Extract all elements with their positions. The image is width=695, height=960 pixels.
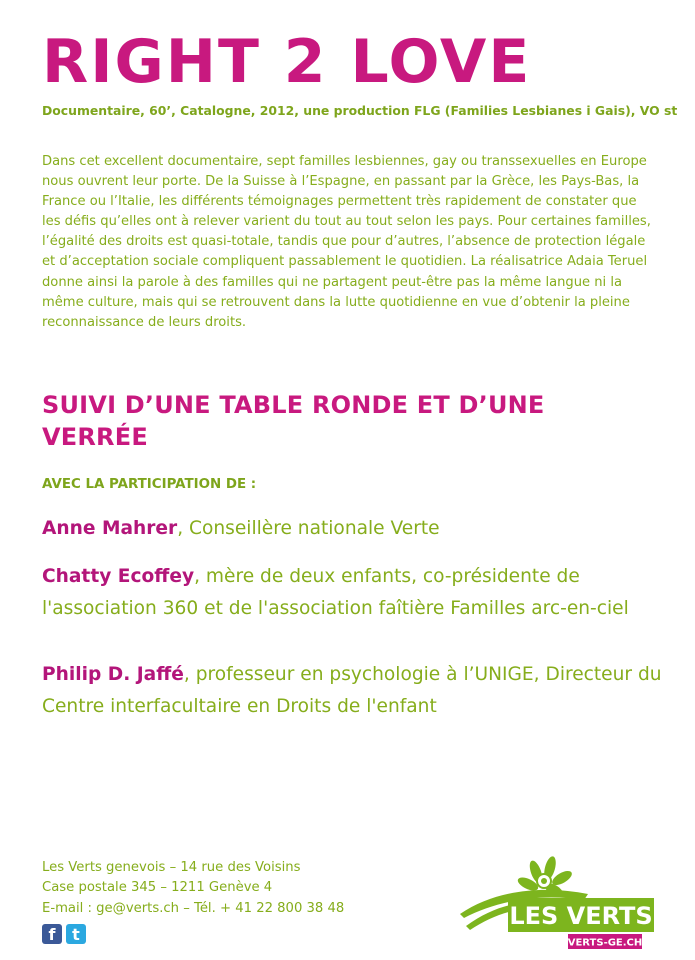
page-title: RIGHT 2 LOVE xyxy=(42,27,532,97)
address-line: Les Verts genevois – 14 rue des Voisins xyxy=(42,860,301,875)
speaker-name: Anne Mahrer xyxy=(42,518,178,539)
speaker-item xyxy=(42,659,682,723)
speaker-role: , Conseillère nationale Verte xyxy=(177,518,440,539)
les-verts-logo xyxy=(458,856,658,956)
logo-text: LES VERTS xyxy=(509,902,653,930)
logo-url[interactable]: VERTS-GE.CH xyxy=(567,937,643,949)
speaker-item xyxy=(42,561,667,625)
facebook-icon[interactable]: f xyxy=(42,924,62,944)
speaker-item xyxy=(42,513,440,545)
film-description: Dans cet excellent documentaire, sept familles lesbiennes, gay ou transsexuelles en Europe nous ouvrent leur porte. De la Suisse à l’Espagne, en passant par la Grèce, les Pays-Bas, la France ou l’Italie, les différents témoignages permettent très rapidement de constater que les défis qu’elles ont à relever varient du tout au tout selon les pays. Pour certaines familles, l’égalité des droits est quasi-totale, tandis que pour d’autres, l’absence de protection légale et d’acceptation sociale compliquent passablement le quotidien. La réalisatrice Adaia Teruel donne ainsi la parole à des familles qui ne partagent peut-être pas la même langue ni la même culture, mais qui se retrouvent dans la lutte quotidienne en vue d’obtenir la pleine reconnaissance de leurs droits. xyxy=(42,154,651,330)
twitter-icon[interactable]: t xyxy=(66,924,86,944)
footer-address xyxy=(42,858,402,919)
speaker-role: , mère de deux enfants, co-présidente de l'association 360 et de l'association faîtière Familles arc-en-ciel xyxy=(42,566,629,619)
participation-label: AVEC LA PARTICIPATION DE : xyxy=(42,477,257,492)
speaker-role: , professeur en psychologie à l’UNIGE, Directeur du Centre interfacultaire en Droits de l'enfant xyxy=(42,664,662,717)
film-details: Documentaire, 60’, Catalogne, 2012, une production FLG (Families Lesbianes i Gais), VO st xyxy=(42,103,678,118)
social-links xyxy=(42,924,86,944)
speaker-name: Philip D. Jaffé xyxy=(42,664,184,685)
section-title: SUIVI D’UNE TABLE RONDE ET D’UNE VERRÉE xyxy=(42,391,545,451)
contact-line[interactable]: E-mail : ge@verts.ch – Tél. + 41 22 800 38 48 xyxy=(42,900,345,916)
speaker-name: Chatty Ecoffey xyxy=(42,566,195,587)
address-line: Case postale 345 – 1211 Genève 4 xyxy=(42,880,273,896)
